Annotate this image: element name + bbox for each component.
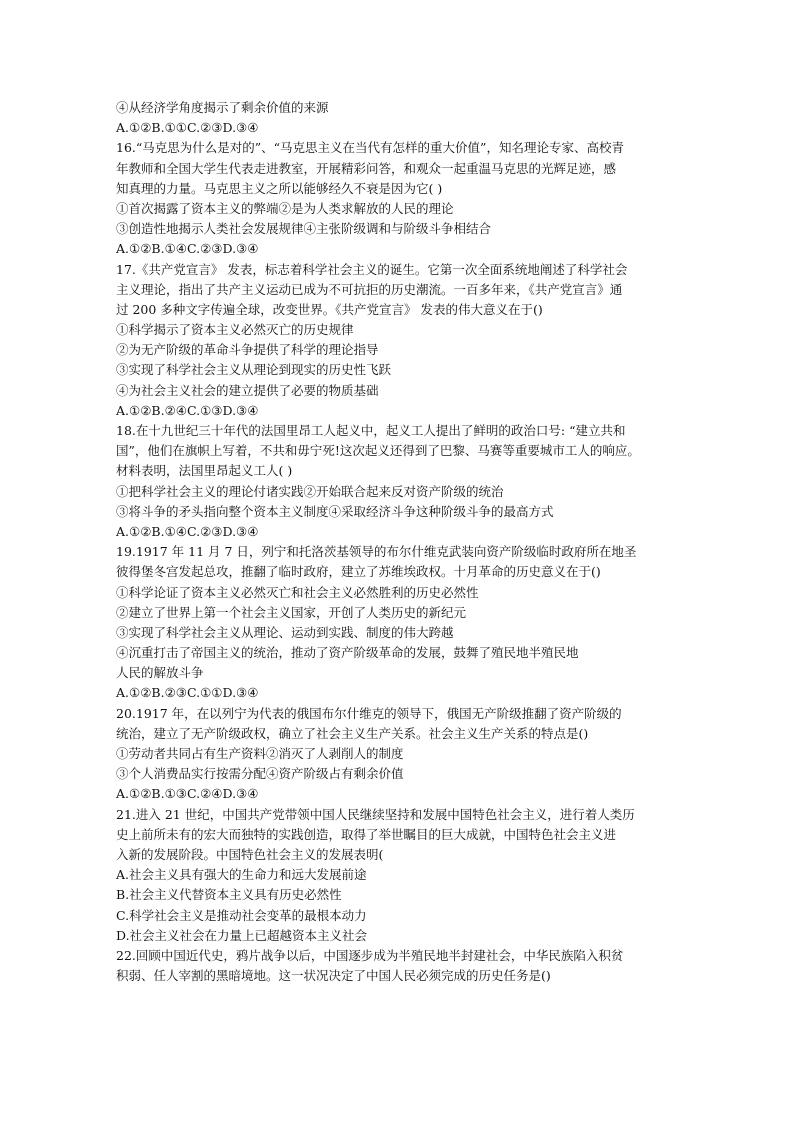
- text-line: 彼得堡冬宫发起总攻，推翻了临时政府，建立了苏维埃政权。十月革命的历史意义在于(): [116, 564, 601, 580]
- text-line: ②为无产阶级的革命斗争提供了科学的理论指导: [116, 342, 379, 358]
- text-line: ④从经济学角度揭示了剩余价值的来源: [116, 100, 329, 115]
- question-text-block: [116, 98, 686, 986]
- text-line: 人民的解放斗争: [116, 665, 204, 681]
- text-line: ①科学论证了资本主义必然灭亡和社会主义必然胜利的历史必然性: [116, 584, 479, 600]
- question-18-line: 18.在十九世纪三十年代的法国里昂工人起义中，起义工人提出了鲜明的政治口号: “建立共和: [116, 423, 626, 438]
- option-c-line: C.科学社会主义是推动社会变革的最根本动力: [116, 907, 367, 923]
- question-20-line: 20.1917 年，在以列宁为代表的俄国布尔什维克的领导下，俄国无产阶级推翻了资产阶级的: [116, 705, 622, 721]
- text-line: 统治，建立了无产阶级政权，确立了社会主义生产关系。社会主义生产关系的特点是(): [116, 725, 589, 741]
- text-line: 材料表明，法国里昂起义工人( ): [116, 463, 293, 479]
- answer-options-line: A.①②B.①①C.②③D.③④: [116, 120, 259, 136]
- text-line: ③个人消费品实行按需分配④资产阶级占有剩余价值: [116, 766, 404, 782]
- option-b-line: B.社会主义代替资本主义具有历史必然性: [116, 887, 342, 903]
- question-16-line: 16.“马克思为什么是对的”、“马克思主义在当代有怎样的重大价值”，知名理论专家、高校青: [116, 140, 624, 156]
- text-line: ③实现了科学社会主义从理论、运动到实践、制度的伟大跨越: [116, 624, 454, 640]
- question-22-line: 22.回顾中国近代史，鸦片战争以后，中国逐步成为半殖民地半封建社会，中华民族陷入积贫: [116, 947, 624, 963]
- text-line: ①科学揭示了资本主义必然灭亡的历史规律: [116, 322, 354, 338]
- question-17-line: 17.《共产党宣言》 发表，标志着科学社会主义的诞生。它第一次全面系统地阐述了科学社会: [116, 261, 628, 277]
- answer-options-line: A.①②B.①③C.②④D.③④: [116, 786, 259, 802]
- text-line: 国”，他们在旗帜上写着，不共和毋宁死!这次起义还得到了巴黎、马赛等重要城市工人的响应。: [116, 443, 640, 459]
- question-19-line: 19.1917 年 11 月 7 日，列宁和托洛茨基领导的布尔什维克武装向资产阶级临时政府所在地圣: [116, 544, 637, 560]
- text-line: ①首次揭露了资本主义的弊端②是为人类求解放的人民的理论: [116, 200, 454, 216]
- text-line: ③实现了科学社会主义从理论到现实的历史性飞跃: [116, 362, 392, 378]
- text-line: ④沉重打击了帝国主义的统治，推动了资产阶级革命的发展，鼓舞了殖民地半殖民地: [116, 645, 579, 661]
- text-line: 知真理的力量。马克思主义之所以能够经久不衰是因为它( ): [116, 180, 443, 196]
- text-line: ②建立了世界上第一个社会主义国家，开创了人类历史的新纪元: [116, 604, 467, 620]
- answer-options-line: A.①②B.②④C.①③D.③④: [116, 402, 259, 418]
- text-line: ①劳动者共同占有生产资料②消灭了人剥削人的制度: [116, 746, 404, 761]
- text-line: 入新的发展阶段。中国特色社会主义的发展表明(: [116, 846, 384, 862]
- answer-options-line: A.①②B.①④C.②③D.③④: [116, 523, 259, 539]
- text-line: ③创造性地揭示人类社会发展规律④主张阶级调和与阶级斗争相结合: [116, 221, 492, 237]
- text-line: ④为社会主义社会的建立提供了必要的物质基础: [116, 382, 379, 398]
- text-line: 史上前所未有的宏大而独特的实践创造，取得了举世瞩目的巨大成就，中国特色社会主义进: [116, 826, 617, 842]
- text-line: ③将斗争的矛头指向整个资本主义制度④采取经济斗争这种阶级斗争的最高方式: [116, 503, 554, 519]
- text-line: ①把科学社会主义的理论付诸实践②开始联合起来反对资产阶级的统治: [116, 483, 504, 499]
- text-line: 积弱、任人宰割的黑暗境地。这一状况决定了中国人民必须完成的历史任务是(): [116, 968, 551, 984]
- text-line: 年教师和全国大学生代表走进教室，开展精彩问答，和观众一起重温马克思的光辉足迹，感: [116, 160, 617, 176]
- text-line: 主义理论，指出了共产主义运动已成为不可抗拒的历史潮流。一百多年来，《共产党宣言》通: [116, 281, 623, 297]
- answer-options-line: A.①②B.①④C.②③D.③④: [116, 241, 259, 257]
- answer-options-line: A.①②B.②③C.①①D.③④: [116, 685, 259, 701]
- option-d-line: D.社会主义社会在力量上已超越资本主义社会: [116, 927, 368, 943]
- question-21-line: 21.进入 21 世纪，中国共产党带领中国人民继续坚持和发展中国特色社会主义，进行着人类历: [116, 806, 635, 822]
- text-line: 过 200 多种文字传遍全球，改变世界。《共产党宣言》 发表的伟大意义在于(): [116, 301, 543, 317]
- option-a-line: A.社会主义具有强大的生命力和远大发展前途: [116, 867, 367, 883]
